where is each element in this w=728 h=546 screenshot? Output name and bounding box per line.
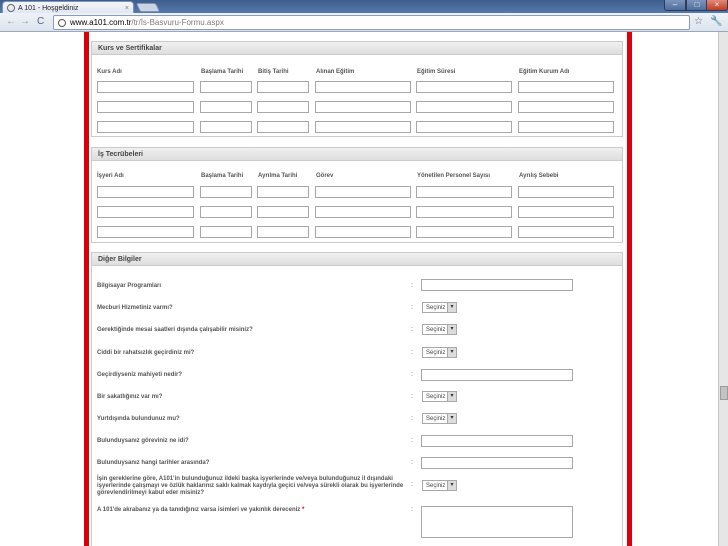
courses-col-name: Kurs Adı <box>97 69 122 75</box>
new-tab-button[interactable] <box>136 3 160 12</box>
dropdown-arrow-icon: ▾ <box>447 392 456 401</box>
url-path: /tr/İs-Basvuru-Formu.aspx <box>131 18 224 27</box>
dropdown-arrow-icon: ▾ <box>447 303 456 312</box>
globe-icon <box>58 19 66 27</box>
colon: : <box>411 506 413 513</box>
computer-programs-input[interactable] <box>421 279 573 291</box>
browser-toolbar <box>0 13 728 32</box>
bookmark-star-icon[interactable]: ☆ <box>694 16 703 27</box>
colon: : <box>411 326 413 333</box>
question-abroad-dates: Bulunduysanız hangi tarihler arasında? <box>97 460 210 466</box>
colon: : <box>411 304 413 311</box>
courses-input-r1-c5[interactable] <box>416 81 512 93</box>
close-window-button[interactable]: × <box>706 0 728 11</box>
colon: : <box>411 481 413 488</box>
courses-col-institution: Eğitim Kurum Adı <box>519 69 570 75</box>
courses-input-r1-c4[interactable] <box>315 81 411 93</box>
question-overtime: Gerektiğinde mesai saatleri dışında çalışabilir misiniz? <box>97 327 253 333</box>
tab-close-icon[interactable]: × <box>124 4 129 12</box>
page-border-left <box>84 32 89 546</box>
experience-input-r1-c5[interactable] <box>416 186 512 198</box>
courses-input-r1-c2[interactable] <box>200 81 252 93</box>
select-value: Seçiniz <box>426 304 446 311</box>
experience-input-r3-c5[interactable] <box>416 226 512 238</box>
courses-input-r3-c2[interactable] <box>200 121 252 133</box>
abroad-dates-input[interactable] <box>421 457 573 469</box>
courses-input-r3-c4[interactable] <box>315 121 411 133</box>
experience-input-r2-c4[interactable] <box>315 206 411 218</box>
experience-input-r3-c6[interactable] <box>518 226 614 238</box>
courses-col-end: Bitiş Tarihi <box>258 69 289 75</box>
other-section <box>91 252 623 546</box>
question-serious-illness: Ciddi bir rahatsızlık geçirdiniz mi? <box>97 350 195 356</box>
required-mark: * <box>301 507 305 513</box>
serious-illness-select[interactable] <box>422 347 457 358</box>
vertical-scrollbar[interactable] <box>718 32 728 546</box>
experience-col-role: Görev <box>316 173 334 179</box>
courses-input-r1-c1[interactable] <box>97 81 194 93</box>
experience-col-workplace: İşyeri Adı <box>97 173 124 179</box>
experience-input-r1-c2[interactable] <box>200 186 252 198</box>
colon: : <box>411 371 413 378</box>
experience-input-r1-c1[interactable] <box>97 186 194 198</box>
abroad-select[interactable] <box>422 413 457 424</box>
illness-nature-input[interactable] <box>421 369 573 381</box>
select-value: Seçiniz <box>426 482 446 489</box>
relatives-textarea[interactable] <box>421 506 573 538</box>
colon: : <box>411 393 413 400</box>
experience-input-r3-c3[interactable] <box>257 226 309 238</box>
experience-input-r1-c6[interactable] <box>518 186 614 198</box>
colon: : <box>411 415 413 422</box>
wrench-menu-icon[interactable]: 🔧 <box>710 16 723 27</box>
page-border-right <box>627 32 632 546</box>
courses-col-training: Alınan Eğitim <box>316 69 355 75</box>
courses-input-r2-c5[interactable] <box>416 101 512 113</box>
experience-input-r2-c1[interactable] <box>97 206 194 218</box>
courses-input-r2-c2[interactable] <box>200 101 252 113</box>
experience-col-leave: Ayrılma Tarihi <box>258 173 298 179</box>
compulsory-service-select[interactable] <box>422 302 457 313</box>
experience-input-r3-c1[interactable] <box>97 226 194 238</box>
courses-input-r2-c3[interactable] <box>257 101 309 113</box>
colon: : <box>411 349 413 356</box>
courses-input-r3-c3[interactable] <box>257 121 309 133</box>
select-value: Seçiniz <box>426 415 446 422</box>
reload-icon[interactable]: C <box>37 16 45 27</box>
overtime-select[interactable] <box>422 324 457 335</box>
courses-col-duration: Eğitim Süresi <box>417 69 456 75</box>
question-computer-programs: Bilgisayar Programları <box>97 283 162 289</box>
question-relocation: İşin gereklerine göre, A101'in bulunduğunuz ildeki başka işyerlerinde ve/veya bulunduğunuz il dışındaki işyerlerinde çalışmayı ve özlük haklarınız saklı kalmak kaydıyla geçici ve/veya sürekli olarak bu işyerlerinde görevlendirilmeyi kabul eder misiniz? <box>97 476 404 496</box>
experience-input-r2-c5[interactable] <box>416 206 512 218</box>
experience-input-r1-c3[interactable] <box>257 186 309 198</box>
dropdown-arrow-icon: ▾ <box>447 414 456 423</box>
other-section-title: Diğer Bilgiler <box>92 253 622 266</box>
question-disability: Bir sakatlığınız var mı? <box>97 394 163 400</box>
question-compulsory-service: Mecburi Hizmetiniz varmı? <box>97 305 173 311</box>
page-viewport <box>0 32 718 546</box>
address-bar[interactable] <box>53 15 690 30</box>
courses-input-r1-c3[interactable] <box>257 81 309 93</box>
experience-col-reason: Ayrılış Sebebi <box>519 173 559 179</box>
experience-input-r2-c2[interactable] <box>200 206 252 218</box>
back-arrow-icon[interactable]: ← <box>6 16 16 27</box>
scrollbar-thumb[interactable] <box>720 386 728 400</box>
dropdown-arrow-icon: ▾ <box>447 348 456 357</box>
select-value: Seçiniz <box>426 393 446 400</box>
relocation-select[interactable] <box>422 480 457 491</box>
experience-input-r2-c6[interactable] <box>518 206 614 218</box>
tab-title: A 101 - Hoşgeldiniz <box>18 4 79 12</box>
question-abroad: Yurtdışında bulundunuz mu? <box>97 416 180 422</box>
courses-input-r3-c5[interactable] <box>416 121 512 133</box>
courses-input-r3-c6[interactable] <box>518 121 614 133</box>
courses-section-title: Kurs ve Sertifikalar <box>92 42 622 55</box>
select-value: Seçiniz <box>426 349 446 356</box>
question-illness-nature: Geçirdiyseniz mahiyeti nedir? <box>97 372 183 378</box>
experience-col-staff: Yönetilen Personel Sayısı <box>417 173 491 179</box>
url-host: www.a101.com.tr <box>70 18 132 27</box>
forward-arrow-icon[interactable]: → <box>20 16 30 27</box>
question-abroad-role: Bulunduysanız göreviniz ne idi? <box>97 438 189 444</box>
courses-input-r3-c1[interactable] <box>97 121 194 133</box>
minimize-button[interactable]: – <box>664 0 686 11</box>
dropdown-arrow-icon: ▾ <box>447 481 456 490</box>
maximize-button[interactable]: □ <box>686 0 708 11</box>
page-favicon-icon <box>7 4 15 12</box>
experience-input-r3-c2[interactable] <box>200 226 252 238</box>
colon: : <box>411 437 413 444</box>
courses-input-r2-c4[interactable] <box>315 101 411 113</box>
question-relatives <box>97 507 304 513</box>
question-relatives-text: A 101'de akrabanız ya da tanıdığınız varsa isimleri ve yakınlık dereceniz <box>97 507 301 513</box>
experience-input-r1-c4[interactable] <box>315 186 411 198</box>
courses-input-r2-c1[interactable] <box>97 101 194 113</box>
experience-input-r2-c3[interactable] <box>257 206 309 218</box>
courses-col-start: Başlama Tarihi <box>201 69 244 75</box>
colon: : <box>411 282 413 289</box>
courses-input-r1-c6[interactable] <box>518 81 614 93</box>
experience-section-title: İş Tecrübeleri <box>92 148 622 161</box>
dropdown-arrow-icon: ▾ <box>447 325 456 334</box>
abroad-role-input[interactable] <box>421 435 573 447</box>
disability-select[interactable] <box>422 391 457 402</box>
experience-input-r3-c4[interactable] <box>315 226 411 238</box>
experience-col-start: Başlama Tarihi <box>201 173 244 179</box>
colon: : <box>411 459 413 466</box>
courses-input-r2-c6[interactable] <box>518 101 614 113</box>
select-value: Seçiniz <box>426 326 446 333</box>
